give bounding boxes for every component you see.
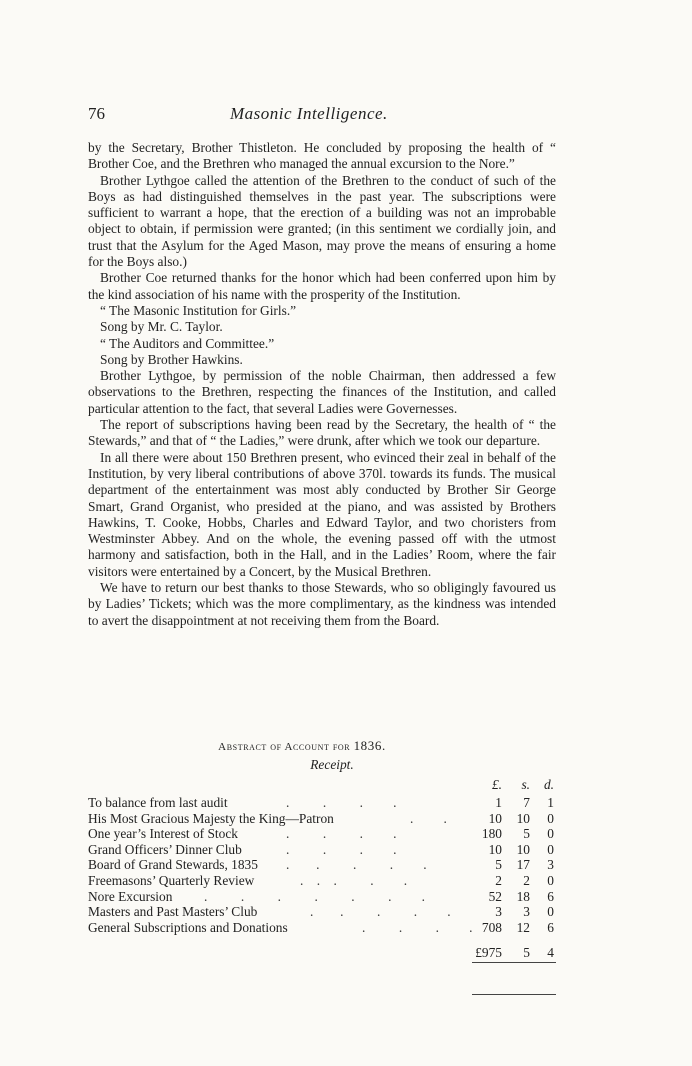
- receipt-rows: [88, 795, 556, 935]
- leader-dots: . . . . . . .: [204, 888, 425, 904]
- total-pence: 4: [547, 945, 554, 961]
- row-label: Grand Officers’ Dinner Club: [88, 841, 242, 857]
- pence-cell: 6: [547, 888, 554, 904]
- table-row: [88, 811, 556, 827]
- page-header: [88, 104, 556, 128]
- leader-dots: . . . .: [362, 919, 473, 935]
- total-row: [88, 945, 556, 965]
- table-row: [88, 795, 556, 811]
- table-row: [88, 889, 556, 905]
- pounds-cell: 180: [481, 826, 502, 842]
- account-abstract: [88, 738, 556, 965]
- receipt-heading: Receipt.: [310, 757, 354, 772]
- paragraph: We have to return our best thanks to those Stewards, who so obligingly favoured us by Ladies’ Tickets; which was the more complimentary, as the kindness was intended to avert the disappointment at not receiving them from the Board.: [88, 580, 556, 628]
- row-label: To balance from last audit: [88, 795, 228, 810]
- leader-dots: . . . . .: [286, 857, 427, 873]
- leader-dots: . . . .: [286, 826, 397, 842]
- table-row: [88, 920, 556, 936]
- pounds-cell: 1: [495, 795, 502, 810]
- paragraph: Brother Lythgoe, by permission of the noble Chairman, then addressed a few observations to the Brethren, respecting the finances of the Institution, and called particular attention to the fact, that several Ladies were Governesses.: [88, 368, 556, 416]
- shillings-head: s.: [521, 777, 530, 792]
- leader-dots: . . . . .: [300, 872, 408, 888]
- pounds-cell: 52: [488, 888, 502, 904]
- leader-dots: . . . . .: [310, 904, 451, 920]
- pounds-cell: 5: [495, 857, 502, 873]
- song-line: Song by Brother Hawkins.: [100, 351, 243, 367]
- article-body: [88, 140, 556, 629]
- shillings-cell: 18: [516, 888, 530, 904]
- paragraph: Brother Coe returned thanks for the honor which had been conferred upon him by the kind association of his name with the prosperity of the Institution.: [88, 270, 556, 302]
- toast-line: “ The Masonic Institution for Girls.”: [100, 302, 297, 318]
- page-number: 76: [88, 104, 105, 123]
- shillings-cell: 10: [516, 810, 530, 826]
- shillings-cell: 2: [523, 872, 530, 888]
- leader-dots: . .: [410, 810, 447, 826]
- total-shillings: 5: [523, 945, 530, 961]
- total-pounds: £975: [475, 945, 502, 961]
- table-row: [88, 857, 556, 873]
- leader-dots: . . . .: [286, 841, 397, 857]
- shillings-cell: 3: [523, 904, 530, 920]
- pence-cell: 3: [547, 857, 554, 873]
- pounds-cell: 2: [495, 872, 502, 888]
- shillings-cell: 17: [516, 857, 530, 873]
- row-label: One year’s Interest of Stock: [88, 826, 238, 842]
- running-title: Masonic Intelligence.: [230, 104, 388, 123]
- row-label: Masters and Past Masters’ Club: [88, 904, 258, 920]
- toast-line: “ The Auditors and Committee.”: [100, 335, 275, 351]
- abstract-title: [48, 738, 556, 754]
- pence-head: d.: [543, 777, 554, 792]
- pence-cell: 0: [547, 872, 554, 888]
- paragraph: Brother Lythgoe called the attention of the Brethren to the conduct of such of the Boys as had distinguished themselves in the past year. The subscriptions were sufficient to warrant a hope, that the erection of a building was not an improbable object to obtain, if permission were granted; (in this sentiment we cordially join, and trust that the Asylum for the Aged Mason, may prove the means of ensuring a home for the Boys also.): [88, 172, 556, 270]
- shillings-cell: 7: [523, 795, 530, 810]
- leader-dots: . . . .: [286, 795, 397, 810]
- pence-cell: 0: [547, 810, 554, 826]
- abstract-title-text: Abstract of Account for: [218, 741, 351, 753]
- shillings-cell: 5: [523, 826, 530, 842]
- pounds-cell: 3: [495, 904, 502, 920]
- table-row: [88, 873, 556, 889]
- pounds-cell: 10: [488, 810, 502, 826]
- row-label: Board of Grand Stewards, 1835: [88, 857, 258, 873]
- paragraph: by the Secretary, Brother Thistleton. He concluded by proposing the health of “ Brother Coe, and the Brethren who managed the annual excursion to the Nore.”: [88, 140, 556, 172]
- pence-cell: 0: [547, 826, 554, 842]
- pence-cell: 6: [547, 919, 554, 935]
- table-row: [88, 904, 556, 920]
- abstract-year: 1836.: [353, 738, 386, 753]
- table-row: [88, 842, 556, 858]
- row-label: Nore Excursion: [88, 888, 173, 904]
- currency-column-heads: [88, 777, 556, 795]
- pence-cell: 0: [547, 841, 554, 857]
- pounds-cell: 10: [488, 841, 502, 857]
- shillings-cell: 10: [516, 841, 530, 857]
- row-label: General Subscriptions and Donations: [88, 919, 288, 935]
- song-line: Song by Mr. C. Taylor.: [100, 319, 223, 335]
- pounds-head: £.: [491, 777, 502, 792]
- pence-cell: 1: [547, 795, 554, 810]
- pence-cell: 0: [547, 904, 554, 920]
- row-label: His Most Gracious Majesty the King—Patron: [88, 810, 334, 826]
- total-underline: [472, 994, 556, 995]
- pounds-cell: 708: [481, 919, 502, 935]
- table-row: [88, 826, 556, 842]
- row-label: Freemasons’ Quarterly Review: [88, 872, 255, 888]
- paragraph: In all there were about 150 Brethren present, who evinced their zeal in behalf of the Institution, by very liberal contributions of above 370l. towards its funds. The musical department of the entertainment was most ably conducted by Brother Sir George Smart, Grand Organist, who presided at the piano, and was assisted by Brothers Hawkins, T. Cooke, Hobbs, Charles and Edward Taylor, and two choristers from Westminster Abbey. And on the whole, the evening passed off with the utmost harmony and satisfaction, both in the Hall, and in the Ladies’ Room, where the fair visitors were entertained by a Concert, by the Musical Brethren.: [88, 449, 556, 579]
- paragraph: The report of subscriptions having been read by the Secretary, the health of “ the Stewards,” and that of “ the Ladies,” were drunk, after which we took our departure.: [88, 417, 556, 449]
- shillings-cell: 12: [516, 919, 530, 935]
